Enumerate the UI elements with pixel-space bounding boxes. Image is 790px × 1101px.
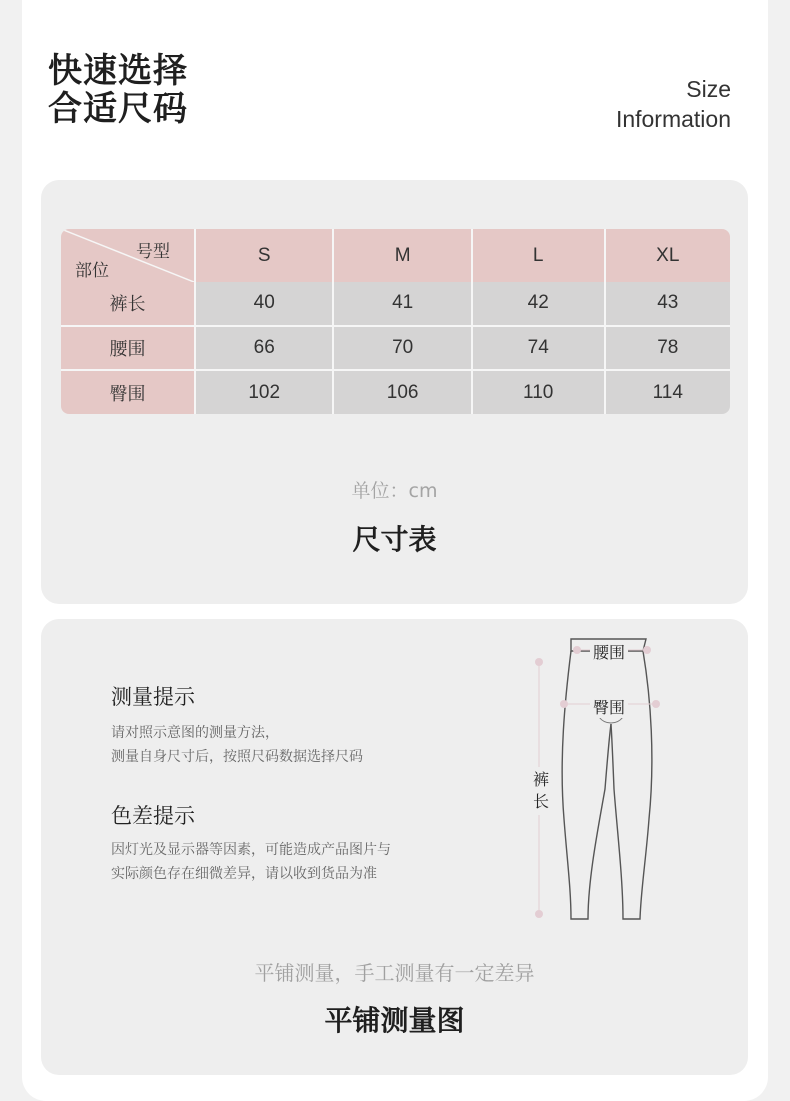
subtitle-en-line2: Information	[615, 106, 731, 132]
size-header-m: M	[334, 229, 472, 282]
measure-note: 平铺测量，手工测量有一定差异	[254, 961, 535, 985]
table-row	[61, 282, 730, 327]
size-chart-panel	[41, 180, 748, 604]
table-row	[61, 371, 730, 414]
page-subtitle-en	[616, 74, 731, 134]
table-cell: 70	[334, 327, 472, 372]
measure-tip-line2: 测量自身尺寸后，按照尺码数据选择尺码	[111, 749, 363, 765]
table-cell: 74	[473, 327, 606, 372]
length-label-char1: 裤	[532, 770, 549, 789]
size-header-row	[61, 229, 730, 282]
size-header-l: L	[473, 229, 606, 282]
page-title	[48, 52, 188, 128]
color-tip-line2: 实际颜色存在细微差异，请以收到货品为准	[111, 866, 377, 882]
corner-label-part: 部位	[75, 261, 109, 281]
size-header-xl: XL	[606, 229, 730, 282]
table-row	[61, 327, 730, 372]
size-header-s: S	[196, 229, 334, 282]
table-cell: 43	[606, 282, 730, 327]
table-cell: 42	[473, 282, 606, 327]
measure-caption: 平铺测量图	[324, 1004, 465, 1037]
unit-note: 单位：cm	[351, 480, 438, 502]
table-cell: 40	[196, 282, 334, 327]
table-cell: 41	[334, 282, 472, 327]
page-title-line1: 快速选择	[48, 51, 188, 91]
table-cell: 78	[606, 327, 730, 372]
waist-label: 腰围	[590, 640, 628, 663]
measure-tip-title: 测量提示	[111, 685, 195, 709]
corner-label-size: 号型	[136, 242, 170, 262]
color-tip-line1: 因灯光及显示器等因素，可能造成产品图片与	[111, 842, 391, 858]
table-cell: 106	[334, 371, 472, 414]
length-label-char2: 长	[532, 792, 549, 811]
size-chart-caption: 尺寸表	[352, 523, 437, 556]
color-tip-body	[111, 838, 391, 886]
table-cell: 102	[196, 371, 334, 414]
row-label-waist: 腰围	[61, 327, 196, 372]
table-cell: 66	[196, 327, 334, 372]
table-cell: 114	[606, 371, 730, 414]
leggings-outline-icon	[481, 619, 661, 939]
table-corner-cell	[61, 229, 196, 282]
measurement-panel	[41, 619, 748, 1075]
measure-tip-body	[111, 721, 363, 769]
subtitle-en-line1: Size	[686, 76, 731, 102]
table-cell: 110	[473, 371, 606, 414]
leggings-diagram	[481, 619, 661, 939]
length-label	[528, 769, 554, 813]
row-label-hip: 臀围	[61, 371, 196, 414]
color-tip-title: 色差提示	[111, 804, 195, 828]
measure-tip-line1: 请对照示意图的测量方法，	[111, 725, 279, 741]
size-table	[61, 229, 730, 414]
row-label-length: 裤长	[61, 282, 196, 327]
page-title-line2: 合适尺码	[48, 89, 188, 129]
hip-label: 臀围	[590, 695, 628, 718]
